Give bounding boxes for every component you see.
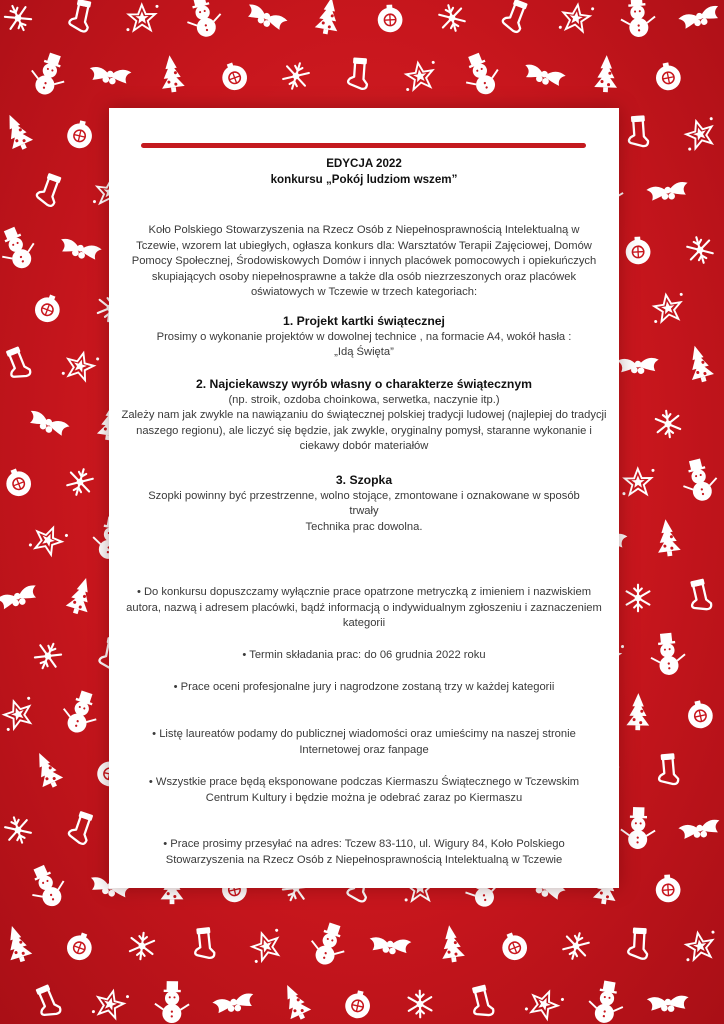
- snowman-icon: [586, 979, 627, 1024]
- stocking-icon: [193, 928, 215, 959]
- ornament-icon: [377, 4, 403, 33]
- snowman-icon: [23, 860, 71, 912]
- ornament-icon: [655, 874, 682, 903]
- star-icon: [682, 930, 719, 961]
- holly-icon: [522, 63, 566, 89]
- rule-item: • Prace prosimy przesyłać na adres: Tczew 83-110, ul. Wigury 84, Koło Polskiego Stowarzyszenia na Rzecz Osób z Niepełnosprawnością Intelektualną w Tczewie: [163, 838, 565, 866]
- ornament-icon: [625, 236, 651, 265]
- snowflake-icon: [437, 2, 466, 34]
- star-icon: [126, 4, 159, 31]
- snowflake-icon: [561, 930, 590, 962]
- star-icon: [0, 696, 38, 731]
- category-description: Prosimy o wykonanie projektów w dowolnej technice , na formacie A4, wokół hasła : „Idą Święta”: [156, 330, 572, 358]
- stocking-icon: [67, 811, 95, 845]
- snowman-icon: [306, 919, 351, 969]
- rule-item: • Termin składania prac: do 06 grudnia 2022 roku: [242, 649, 486, 661]
- christmas-tree-icon: [626, 693, 649, 730]
- christmas-tree-icon: [314, 0, 343, 36]
- category-description: (np. stroik, ozdoba choinkowa, serwetka, naczynie itp.): [228, 393, 500, 406]
- snowman-icon: [58, 687, 103, 737]
- holly-icon: [88, 66, 131, 86]
- snowman-icon: [619, 0, 657, 38]
- snowflake-icon: [2, 1, 34, 35]
- star-icon: [92, 987, 130, 1020]
- star-icon: [524, 986, 564, 1023]
- category-title: 1. Projekt kartki świątecznej: [283, 314, 445, 328]
- rule-item: • Prace oceni profesjonalne jury i nagrodzone zostaną trzy w każdej kategorii: [173, 681, 555, 693]
- holly-icon: [212, 992, 256, 1016]
- snowflake-icon: [685, 234, 714, 266]
- snowflake-icon: [65, 466, 94, 498]
- snowman-icon: [649, 632, 687, 677]
- holly-icon: [647, 995, 690, 1013]
- ornament-icon: [31, 291, 64, 326]
- stocking-icon: [627, 116, 648, 147]
- ornament-icon: [218, 59, 251, 93]
- stocking-icon: [35, 173, 63, 207]
- ornament-icon: [64, 929, 97, 963]
- stocking-icon: [657, 754, 679, 785]
- snowman-icon: [0, 222, 41, 274]
- ornament-icon: [498, 929, 531, 964]
- star-icon: [402, 60, 438, 91]
- christmas-tree-icon: [277, 980, 313, 1023]
- stocking-icon: [687, 579, 712, 612]
- category-description: Szopki powinny być przestrzenne, wolno stojące, zmontowane i oznakowane w sposób trwały: [148, 489, 580, 517]
- intro-paragraph: Koło Polskiego Stowarzyszenia na Rzecz Osób z Niepełnosprawnością Intelektualną w Tczewie, wzorem lat ubiegłych, ogłasza konkurs dla: Warsztatów Terapii Zajęciowej, Domów Pomocy Społecznej, Środowiskowych Domów i innych placówek pomocowych i opiekuńczych skupiających osoby niepełnosprawne a także dla osób niezrzeszonych oraz placówek oświatowych w Tczewie w trzech kategoriach:: [131, 224, 597, 298]
- ornament-icon: [2, 465, 35, 500]
- snowflake-icon: [655, 409, 681, 439]
- christmas-tree-icon: [1, 923, 34, 965]
- holly-icon: [678, 4, 723, 32]
- ornament-icon: [685, 698, 715, 730]
- snowflake-icon: [32, 639, 64, 673]
- star-icon: [681, 116, 720, 151]
- snowman-icon: [155, 981, 190, 1023]
- snowflake-icon: [281, 60, 311, 92]
- christmas-tree-icon: [594, 55, 618, 93]
- stocking-icon: [3, 347, 32, 382]
- stocking-icon: [469, 985, 495, 1018]
- stocking-icon: [501, 0, 529, 33]
- snowman-icon: [620, 807, 656, 850]
- star-icon: [28, 522, 68, 559]
- christmas-tree-icon: [654, 518, 681, 558]
- snowflake-icon: [129, 931, 155, 960]
- ornament-icon: [343, 988, 373, 1020]
- holly-icon: [244, 3, 289, 34]
- holly-icon: [617, 358, 659, 375]
- snowman-icon: [678, 456, 721, 505]
- ornament-icon: [65, 118, 95, 150]
- edition-label: EDYCJA 2022: [326, 157, 402, 170]
- rule-item: • Do konkursu dopuszczamy wyłącznie prace opatrzone metryczką z imieniem i nazwiskiem autora, nazwą i adresem placówki, bądź informacją o indywidualnym zgłoszeniu i zaznaczeniem kategorii: [126, 586, 602, 629]
- christmas-tree-icon: [0, 110, 35, 153]
- category-title: 3. Szopka: [335, 473, 393, 487]
- stocking-icon: [628, 928, 649, 959]
- snowflake-icon: [3, 814, 33, 846]
- christmas-tree-icon: [64, 575, 97, 617]
- christmas-tree-icon: [438, 924, 466, 964]
- announcement-card: [109, 108, 619, 888]
- contest-title: konkursu „Pokój ludziom wszem”: [270, 172, 458, 186]
- holly-icon: [58, 238, 102, 263]
- stocking-icon: [348, 58, 369, 89]
- star-icon: [247, 928, 286, 963]
- holly-icon: [26, 409, 71, 439]
- holly-icon: [678, 819, 722, 842]
- header-divider: [141, 143, 586, 148]
- category-title: 2. Najciekawszy wyrób własny o charakterze świątecznym: [196, 377, 532, 391]
- ornament-icon: [653, 61, 683, 93]
- category-description: Technika prac dowolna.: [305, 520, 423, 533]
- rule-item: • Wszystkie prace będą eksponowane podczas Kiermaszu Świątecznego w Tczewskim Centrum Kultury i będzie można je odebrać zaraz po Kiermaszu: [148, 776, 580, 804]
- holly-icon: [368, 937, 411, 956]
- category-1: [121, 314, 607, 361]
- holly-icon: [646, 181, 690, 204]
- category-2: [121, 377, 607, 455]
- star-icon: [622, 468, 655, 495]
- snowman-icon: [26, 49, 72, 100]
- stocking-icon: [33, 985, 62, 1020]
- star-icon: [61, 349, 99, 383]
- star-icon: [559, 3, 595, 33]
- snowflake-icon: [408, 991, 431, 1018]
- snowman-icon: [458, 48, 505, 100]
- rule-item: • Listę laureatów podamy do publicznej wiadomości oraz umieścimy na naszej stronie Internetowej oraz fanpage: [152, 728, 576, 756]
- christmas-tree-icon: [29, 748, 65, 791]
- christmas-tree-icon: [684, 343, 716, 385]
- star-icon: [650, 292, 686, 323]
- stocking-icon: [68, 0, 93, 32]
- category-3: [121, 473, 607, 535]
- snowflake-icon: [627, 585, 650, 612]
- header: [121, 156, 607, 187]
- snowman-icon: [182, 0, 225, 41]
- category-description: Zależy nam jak zwykle na nawiązaniu do świątecznej polskiej tradycji ludowej (najlepiej do tradycji naszego regionu), ale liczyć się będzie, jak zwykle, oryginalny pomysł, staranne wykonanie i ciekawy dobór materiałów: [121, 409, 607, 452]
- christmas-tree-icon: [158, 54, 185, 94]
- holly-icon: [0, 584, 40, 613]
